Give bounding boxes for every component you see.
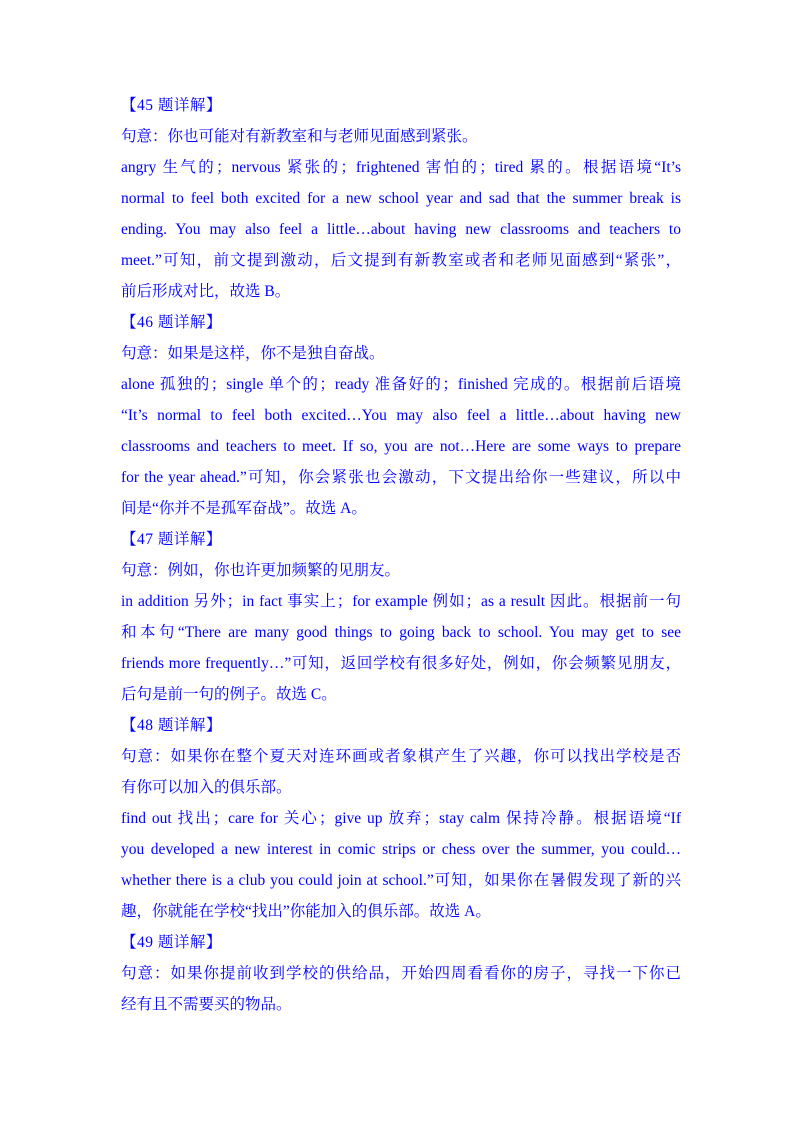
explanation-line: 趣，你就能在学校“找出”你能加入的俱乐部。故选 A。 (121, 903, 491, 920)
explanation-line: in addition 另外；in fact 事实上；for example 例如；as a result 因此。根据前一句 (121, 593, 681, 610)
explanation-line: alone 孤独的；single 单个的；ready 准备好的；finished 完成的。根据前后语境 (121, 376, 681, 393)
sentence-meaning: 句意：如果你提前收到学校的供给品，开始四周看看你的房子，寻找一下你已 (121, 965, 681, 982)
explanation-line: whether there is a club you could join at school.”可知，如果你在暑假发现了新的兴 (121, 872, 681, 889)
section-49 (121, 927, 681, 1020)
explanation-line: classrooms and teachers to meet. If so, you are not…Here are some ways to prepare (121, 438, 681, 455)
document-page (121, 90, 681, 1020)
sentence-meaning: 句意：你也可能对有新教室和与老师见面感到紧张。 (121, 128, 478, 145)
explanation-line: angry 生气的；nervous 紧张的；frightened 害怕的；tired 累的。根据语境“It’s (121, 159, 681, 176)
section-title: 【46 题详解】 (121, 314, 222, 331)
explanation-line: “It’s normal to feel both excited…You may also feel a little…about having new (121, 407, 681, 424)
sentence-meaning: 句意：如果是这样，你不是独自奋战。 (121, 345, 385, 362)
sentence-meaning: 有你可以加入的俱乐部。 (121, 779, 292, 796)
explanation-line: for the year ahead.”可知，你会紧张也会激动，下文提出给你一些建议，所以中 (121, 469, 681, 486)
sentence-meaning: 经有且不需要买的物品。 (121, 996, 292, 1013)
explanation-line: ending. You may also feel a little…about having new classrooms and teachers to (121, 221, 681, 238)
section-47 (121, 524, 681, 710)
explanation-line: normal to feel both excited for a new school year and sad that the summer break is (121, 190, 681, 207)
section-title: 【49 题详解】 (121, 934, 222, 951)
sentence-meaning: 句意：如果你在整个夏天对连环画或者象棋产生了兴趣，你可以找出学校是否 (121, 748, 681, 765)
section-title: 【48 题详解】 (121, 717, 222, 734)
section-48 (121, 710, 681, 927)
explanation-line: 前后形成对比，故选 B。 (121, 283, 291, 300)
explanation-line: 和本句“There are many good things to going back to school. You may get to see (121, 624, 681, 641)
explanation-line: you developed a new interest in comic strips or chess over the summer, you could… (121, 841, 681, 858)
explanation-line: 间是“你并不是孤军奋战”。故选 A。 (121, 500, 367, 517)
explanation-line: 后句是前一句的例子。故选 C。 (121, 686, 337, 703)
section-title: 【45 题详解】 (121, 97, 222, 114)
section-title: 【47 题详解】 (121, 531, 222, 548)
section-45 (121, 90, 681, 307)
explanation-line: find out 找出；care for 关心；give up 放弃；stay calm 保持冷静。根据语境“If (121, 810, 681, 827)
explanation-line: friends more frequently…”可知，返回学校有很多好处，例如，你会频繁见朋友， (121, 655, 681, 672)
section-46 (121, 307, 681, 524)
sentence-meaning: 句意：例如，你也许更加频繁的见朋友。 (121, 562, 401, 579)
explanation-line: meet.”可知，前文提到激动，后文提到有新教室或者和老师见面感到“紧张”， (121, 252, 681, 269)
